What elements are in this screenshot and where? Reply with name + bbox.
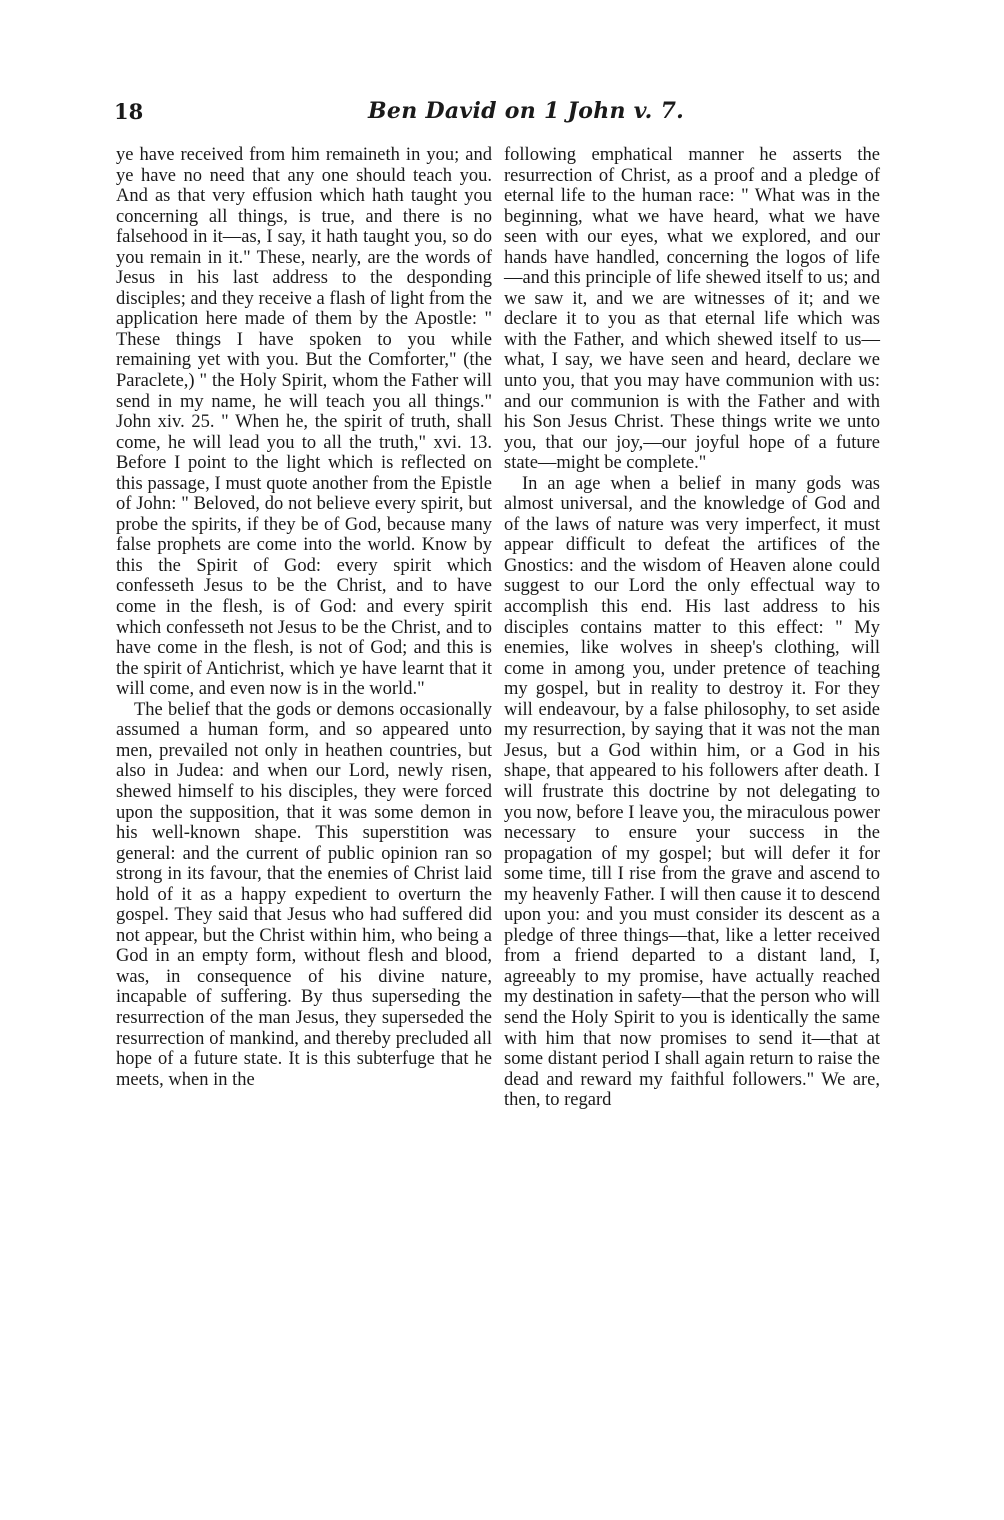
running-head: Ben David on 1 John v. 7. [368,98,685,124]
right-paragraph-2: In an age when a belief in many gods was almost universal, and the knowledge of God and of the laws of nature was very imperfect, it must appear difficult to defeat the artifices of the Gnostics: and the wisdom of Heaven alone could suggest to our Lord the only effectual way to accomplish this end. His last address to his disciples contains matter to this effect: " My enemies, like wolves in sheep's clothing, will come in among you, under pretence of teaching my gospel, but in reality to destroy it. For they will endeavour, by a false philosophy, to set aside my resurrection, by saying that it was not the man Jesus, but a God within him, or a God in his shape, that appeared to his followers after death. I will frustrate this doctrine by not delegating to you now, before I leave you, the miraculous power necessary to ensure your success in the propagation of my gospel; but will defer it for some time, till I rise from the grave and ascend to my heavenly Father. I will then cause it to descend upon you: and you must consider its descent as a pledge of three things—that, like a letter received from a friend departed to a distant land, I, agreeably to my promise, have actually reached my destination in safety—that the person who will send the Holy Spirit to you is identically the same with him that now promises to send it—that at some distant period I shall again return to raise the dead and reward my faithful followers." We are, then, to regard [504,473,880,1111]
right-paragraph-1: following emphatical manner he asserts the resurrection of Christ, as a proof and a pledge of eternal life to the human race: " What was in the beginning, what we have heard, what we have seen with our eyes, what we explored, and our hands have handled, concerning the logos of life—and this principle of life shewed itself to us; and we saw it, and we are witnesses of it; and we declare it to you as that eternal life which was with the Father, and which shewed itself to us—what, I say, we have seen and heard, declare we unto you, that you may have communion with us: and our communion is with the Father and with his Son Jesus Christ. These things write we unto you, that our joy,—our joyful hope of a future state—might be complete." [504,145,880,474]
left-column [116,145,492,1090]
left-paragraph-2: The belief that the gods or demons occasionally assumed a human form, and so appeared unto men, prevailed not only in heathen countries, but also in Judea: and when our Lord, newly risen, shewed himself to his disciples, they were forced upon the supposition, that it was some demon in his well-known shape. This superstition was general: and the current of public opinion ran so strong in its favour, that the enemies of Christ laid hold of it as a happy expedient to overturn the gospel. They said that Jesus who had suffered did not appear, but the Christ within him, who being a God in an empty form, without flesh and blood, was, in consequence of his divine nature, incapable of suffering. By thus superseding the resurrection of the man Jesus, they superseded the resurrection of mankind, and thereby precluded all hope of a future state. It is this subterfuge that he meets, when in the [116,699,492,1090]
left-paragraph-1: ye have received from him remaineth in you; and ye have no need that any one should teach you. And as that very effusion which hath taught you concerning all things, is true, and there is no falsehood in it—as, I say, it hath taught you, so do you remain in it." These, nearly, are the words of Jesus in his last address to the desponding disciples; and they receive a flash of light from the application here made of them by the Apostle: " These things I have spoken to you while remaining yet with you. But the Comforter," (the Paraclete,) " the Holy Spirit, whom the Father will send in my name, he will teach you all things." John xiv. 25. " When he, the spirit of truth, shall come, he will lead you to all the truth," xvi. 13. Before I point to the light which is reflected on this passage, I must quote another from the Epistle of John: " Beloved, do not believe every spirit, but probe the spirits, if they be of God, because many false prophets are come into the world. Know by this the Spirit of God: every spirit which confesseth Jesus to be the Christ, and to have come in the flesh, is of God: and every spirit which confesseth not Jesus to be the Christ, and to have come in the flesh, is not of God; and this is the spirit of Antichrist, which ye have learnt that it will come, and even now is in the world." [116,145,492,700]
right-column [504,145,880,1111]
page-number: 18 [114,99,144,124]
